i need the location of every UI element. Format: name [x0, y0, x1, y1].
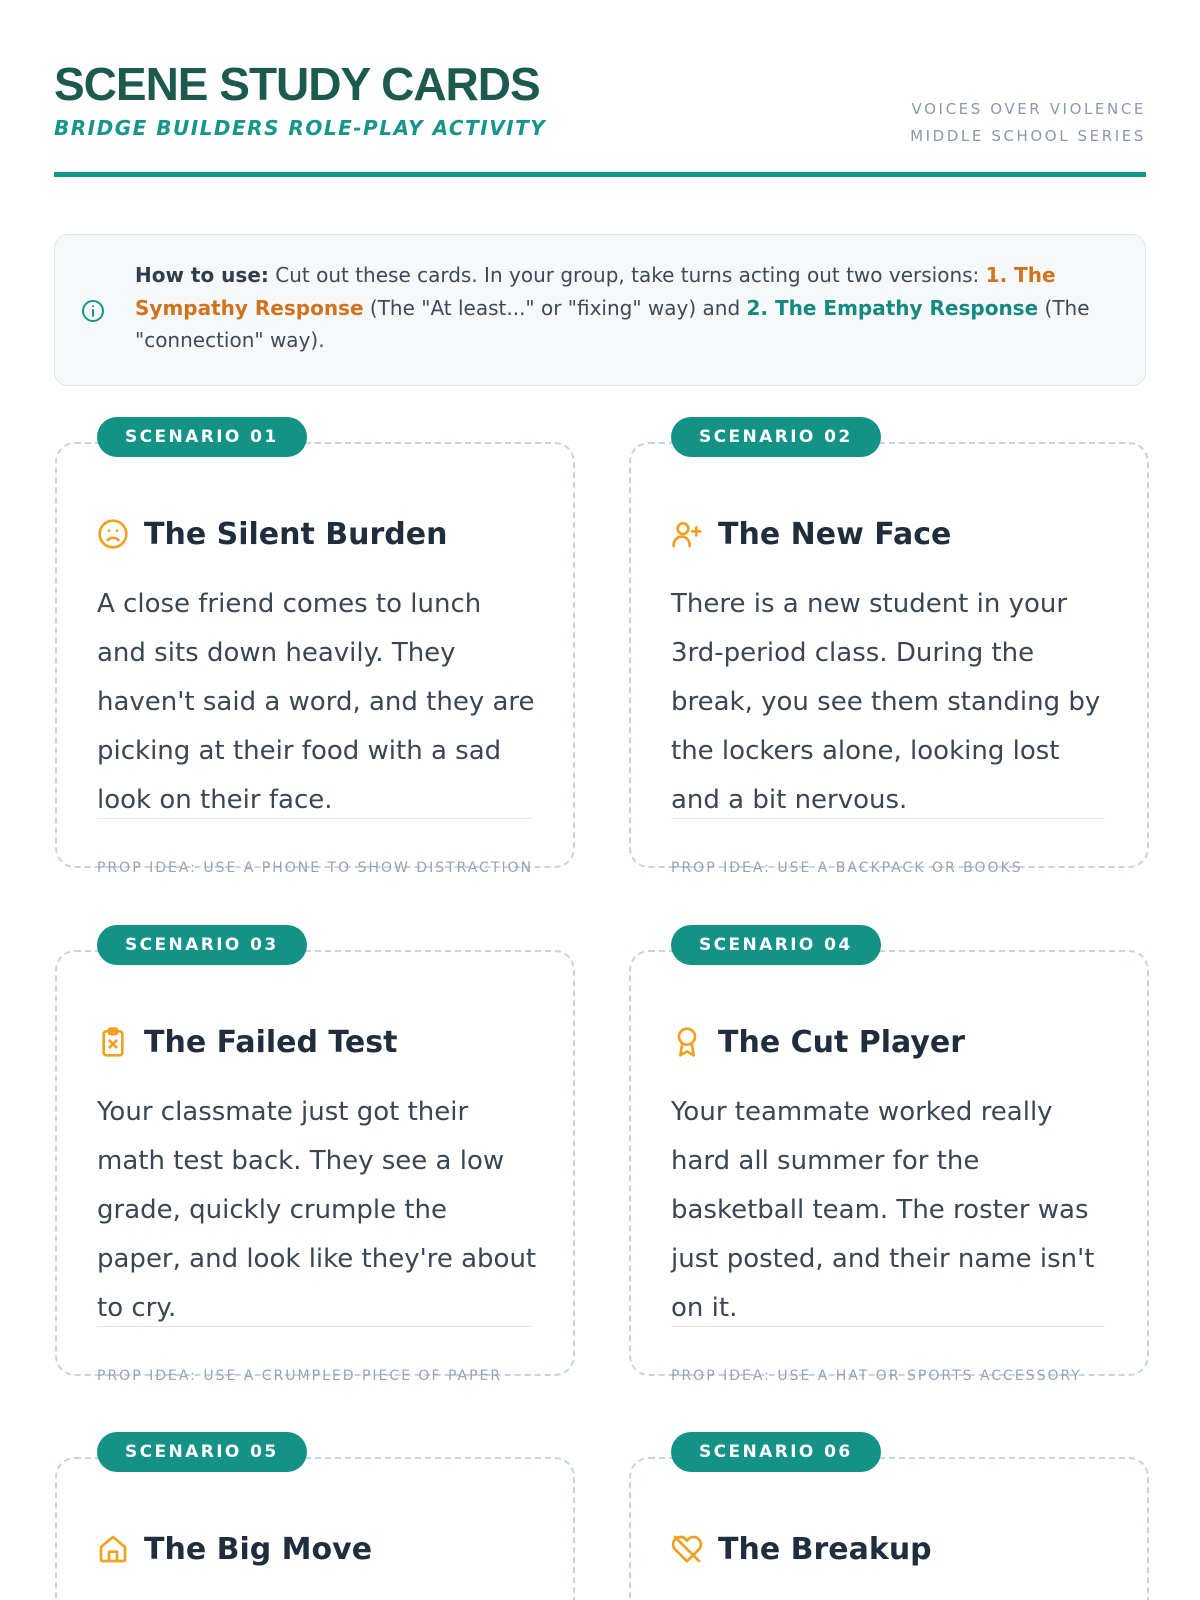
card-divider: [671, 1326, 1105, 1327]
card-description: Your classmate just got their math test back. They see a low grade, quickly crumple the paper, and look like they're about to cry.: [97, 1097, 537, 1323]
award-ribbon-icon: [671, 1026, 703, 1058]
scenario-badge: SCENARIO 04: [671, 925, 881, 965]
card-title: The Cut Player: [718, 1024, 966, 1060]
card-title: The New Face: [718, 516, 952, 552]
how-to-use-text-1: Cut out these cards. In your group, take turns acting out two versions:: [275, 263, 980, 287]
scenario-badge: SCENARIO 02: [671, 417, 881, 457]
heart-off-icon: [671, 1533, 703, 1565]
how-to-use-text-2: (The "At least..." or "fixing" way) and: [369, 295, 741, 320]
card-heading: [97, 1022, 397, 1062]
card-title: The Failed Test: [144, 1024, 398, 1060]
how-to-use-text: [135, 259, 1105, 357]
card-description: Your teammate worked really hard all summer for the basketball team. The roster was just posted, and their name isn't on it.: [671, 1097, 1095, 1323]
info-circle-icon: [81, 299, 105, 323]
home-icon: [97, 1533, 129, 1565]
series-label: [910, 96, 1146, 150]
card-prop-idea: PROP IDEA: USE A BACKPACK OR BOOKS: [671, 860, 1023, 876]
scenario-card: [55, 935, 575, 1384]
scenario-card: [629, 935, 1149, 1384]
how-to-use-text-3: (The "connection" way).: [135, 295, 1090, 352]
card-prop-idea: PROP IDEA: USE A PHONE TO SHOW DISTRACTION: [97, 860, 534, 876]
scenario-card: [629, 1442, 1149, 1600]
card-heading: [671, 1022, 965, 1062]
sad-face-icon: [97, 518, 129, 550]
card-divider: [671, 818, 1105, 819]
sympathy-response-label: 1. The Sympathy Response: [135, 263, 1056, 320]
page-title: SCENE STUDY CARDS: [54, 58, 540, 110]
page-header: [54, 56, 1146, 180]
empathy-response-label: 2. The Empathy Response: [746, 295, 1039, 320]
scenario-card: [629, 427, 1149, 876]
clipboard-x-icon: [97, 1026, 129, 1058]
scenario-badge: SCENARIO 05: [97, 1432, 307, 1472]
scenario-badge: SCENARIO 01: [97, 417, 307, 457]
card-description: There is a new student in your 3rd-period class. During the break, you see them standing by the lockers alone, looking lost and a bit nervous.: [671, 589, 1101, 815]
scenario-badge: SCENARIO 03: [97, 925, 307, 965]
card-title: The Silent Burden: [144, 516, 448, 552]
card-heading: [671, 514, 951, 554]
scenario-card: [55, 427, 575, 876]
header-divider: [54, 172, 1146, 177]
page-subtitle: BRIDGE BUILDERS ROLE-PLAY ACTIVITY: [54, 116, 547, 140]
card-prop-idea: PROP IDEA: USE A CRUMPLED PIECE OF PAPER: [97, 1368, 503, 1384]
card-divider: [97, 818, 531, 819]
how-to-use-lead: How to use:: [135, 263, 269, 287]
series-line-1: VOICES OVER VIOLENCE: [911, 100, 1146, 118]
card-title: The Big Move: [144, 1531, 373, 1567]
scenario-card: [55, 1442, 575, 1600]
card-heading: [97, 1529, 372, 1569]
series-line-2: MIDDLE SCHOOL SERIES: [910, 127, 1146, 145]
card-heading: [97, 514, 447, 554]
card-description: A close friend comes to lunch and sits down heavily. They haven't said a word, and they are picking at their food with a sad look on their face.: [97, 589, 535, 815]
scenario-badge: SCENARIO 06: [671, 1432, 881, 1472]
card-prop-idea: PROP IDEA: USE A HAT OR SPORTS ACCESSORY: [671, 1368, 1082, 1384]
card-divider: [97, 1326, 531, 1327]
card-heading: [671, 1529, 932, 1569]
card-title: The Breakup: [718, 1531, 932, 1567]
user-plus-icon: [671, 518, 703, 550]
how-to-use-box: [54, 234, 1146, 386]
